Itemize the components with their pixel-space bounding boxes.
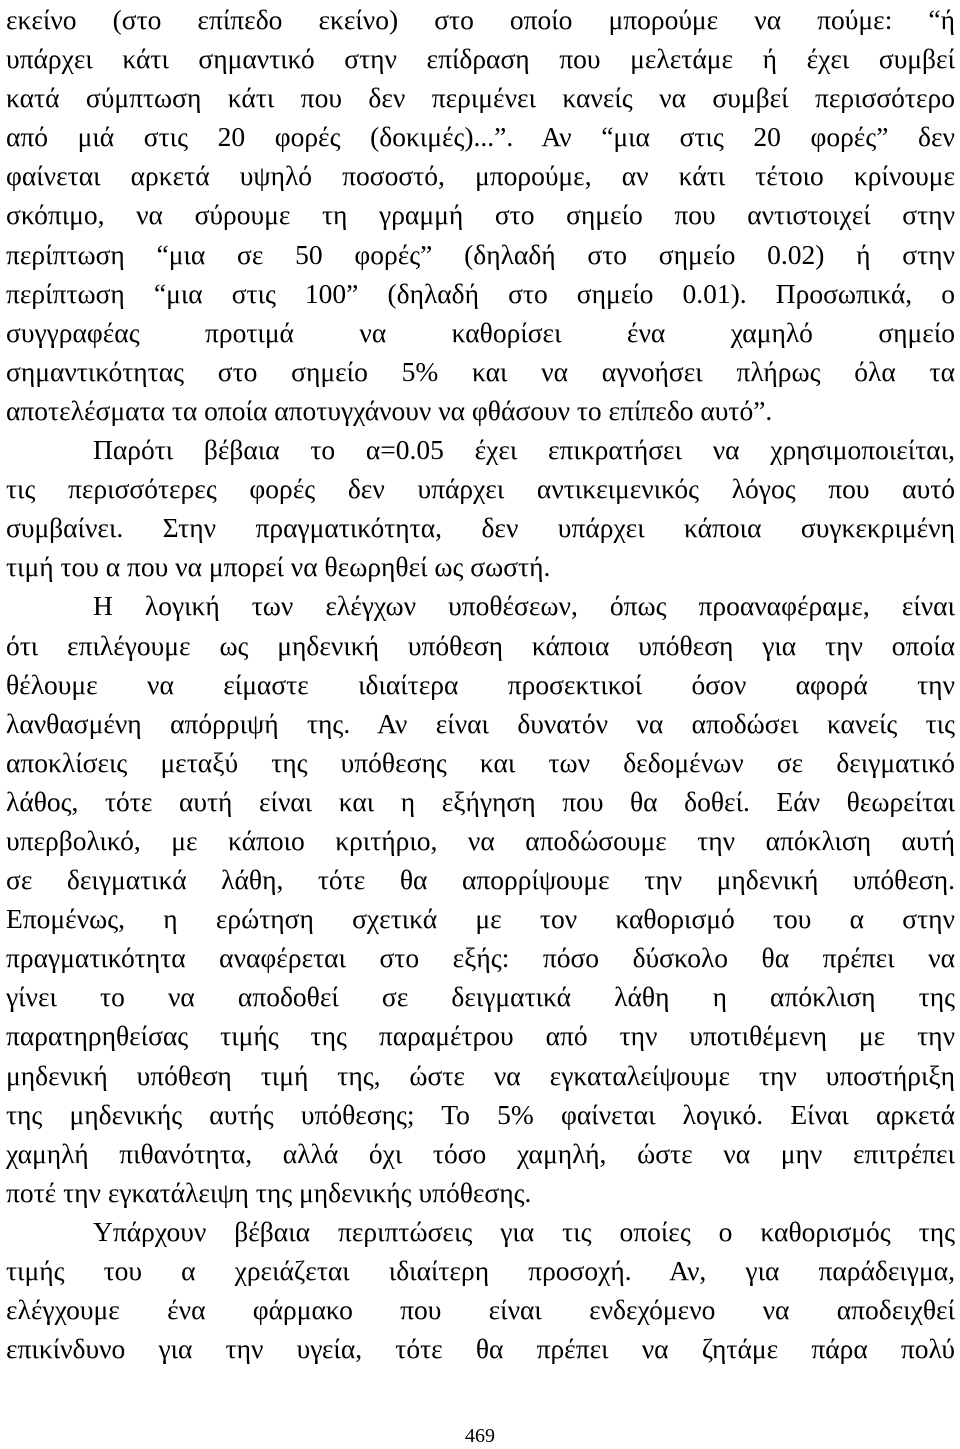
text-line: υπάρχει κάτι σημαντικό στην επίδραση που μελετάμε ή έχει συμβεί bbox=[6, 43, 955, 75]
text-line: σε δειγματικά λάθη, τότε θα απορρίψουμε την μηδενική υπόθεση. bbox=[6, 864, 955, 896]
text-line: της μηδενικής αυτής υπόθεσης; Το 5% φαίνεται λογικό. Είναι αρκετά bbox=[6, 1098, 955, 1130]
text-line: συμβαίνει. Στην πραγματικότητα, δεν υπάρχει κάποια συγκεκριμένη bbox=[6, 512, 955, 544]
body-text bbox=[6, 0, 955, 1368]
text-line: Επομένως, η ερώτηση σχετικά με τον καθορισμό του α στην bbox=[6, 903, 955, 935]
text-line: τιμή του α που να μπορεί να θεωρηθεί ως σωστή. bbox=[6, 551, 551, 583]
text-line: παρατηρηθείσας τιμής της παραμέτρου από την υποτιθέμενη με την bbox=[6, 1020, 955, 1052]
text-line: επικίνδυνο για την υγεία, τότε θα πρέπει να ζητάμε πάρα πολύ bbox=[6, 1333, 955, 1365]
document-page bbox=[6, 0, 955, 1449]
text-line: από μιά στις 20 φορές (δοκιμές)...”. Αν “μια στις 20 φορές” δεν bbox=[6, 121, 955, 153]
text-line: λάθος, τότε αυτή είναι και η εξήγηση που θα δοθεί. Εάν θεωρείται bbox=[6, 785, 955, 817]
text-line: ελέγχουμε ένα φάρμακο που είναι ενδεχόμενο να αποδειχθεί bbox=[6, 1294, 955, 1326]
text-line: περίπτωση “μια σε 50 φορές” (δηλαδή στο σημείο 0.02) ή στην bbox=[6, 238, 955, 270]
text-line: θέλουμε να είμαστε ιδιαίτερα προσεκτικοί όσον αφορά την bbox=[6, 668, 955, 700]
text-line: ότι επιλέγουμε ως μηδενική υπόθεση κάποια υπόθεση για την οποία bbox=[6, 629, 955, 661]
text-line: χαμηλή πιθανότητα, αλλά όχι τόσο χαμηλή, ώστε να μην επιτρέπει bbox=[6, 1137, 955, 1169]
text-line: γίνει το να αποδοθεί σε δειγματικά λάθη η απόκλιση της bbox=[6, 981, 955, 1013]
text-line: τις περισσότερες φορές δεν υπάρχει αντικειμενικός λόγος που αυτό bbox=[6, 473, 955, 505]
text-line: περίπτωση “μια στις 100” (δηλαδή στο σημείο 0.01). Προσωπικά, ο bbox=[6, 277, 955, 309]
text-line: φαίνεται αρκετά υψηλό ποσοστό, μπορούμε, αν κάτι τέτοιο κρίνουμε bbox=[6, 160, 955, 192]
text-line: πραγματικότητα αναφέρεται στο εξής: πόσο δύσκολο θα πρέπει να bbox=[6, 942, 955, 974]
text-line: μηδενική υπόθεση τιμή της, ώστε να εγκαταλείψουμε την υποστήριξη bbox=[6, 1059, 955, 1091]
text-line: Η λογική των ελέγχων υποθέσεων, όπως προαναφέραμε, είναι bbox=[93, 590, 955, 622]
text-line: κατά σύμπτωση κάτι που δεν περιμένει κανείς να συμβεί περισσότερο bbox=[6, 82, 955, 114]
text-line: αποκλίσεις μεταξύ της υπόθεσης και των δεδομένων σε δειγματικό bbox=[6, 746, 955, 778]
text-line: σημαντικότητας στο σημείο 5% και να αγνοήσει πλήρως όλα τα bbox=[6, 355, 955, 387]
page-number: 469 bbox=[465, 1425, 495, 1447]
text-line: συγγραφέας προτιμά να καθορίσει ένα χαμηλό σημείο bbox=[6, 316, 955, 348]
text-line: αποτελέσματα τα οποία αποτυγχάνουν να φθάσουν το επίπεδο αυτό”. bbox=[6, 394, 773, 426]
text-line: υπερβολικό, με κάποιο κριτήριο, να αποδώσουμε την απόκλιση αυτή bbox=[6, 824, 955, 856]
text-line: εκείνο (στο επίπεδο εκείνο) στο οποίο μπορούμε να πούμε: “ή bbox=[6, 4, 955, 35]
text-line: Παρότι βέβαια το α=0.05 έχει επικρατήσει να χρησιμοποιείται, bbox=[93, 434, 955, 466]
text-line: Υπάρχουν βέβαια περιπτώσεις για τις οποίες ο καθορισμός της bbox=[93, 1215, 955, 1247]
text-line: λανθασμένη απόρριψή της. Αν είναι δυνατόν να αποδώσει κανείς τις bbox=[6, 707, 955, 739]
text-line: τιμής του α χρειάζεται ιδιαίτερη προσοχή. Αν, για παράδειγμα, bbox=[6, 1255, 955, 1286]
text-line: σκόπιμο, να σύρουμε τη γραμμή στο σημείο που αντιστοιχεί στην bbox=[6, 199, 955, 231]
text-line: ποτέ την εγκατάλειψη της μηδενικής υπόθεσης. bbox=[6, 1176, 532, 1208]
